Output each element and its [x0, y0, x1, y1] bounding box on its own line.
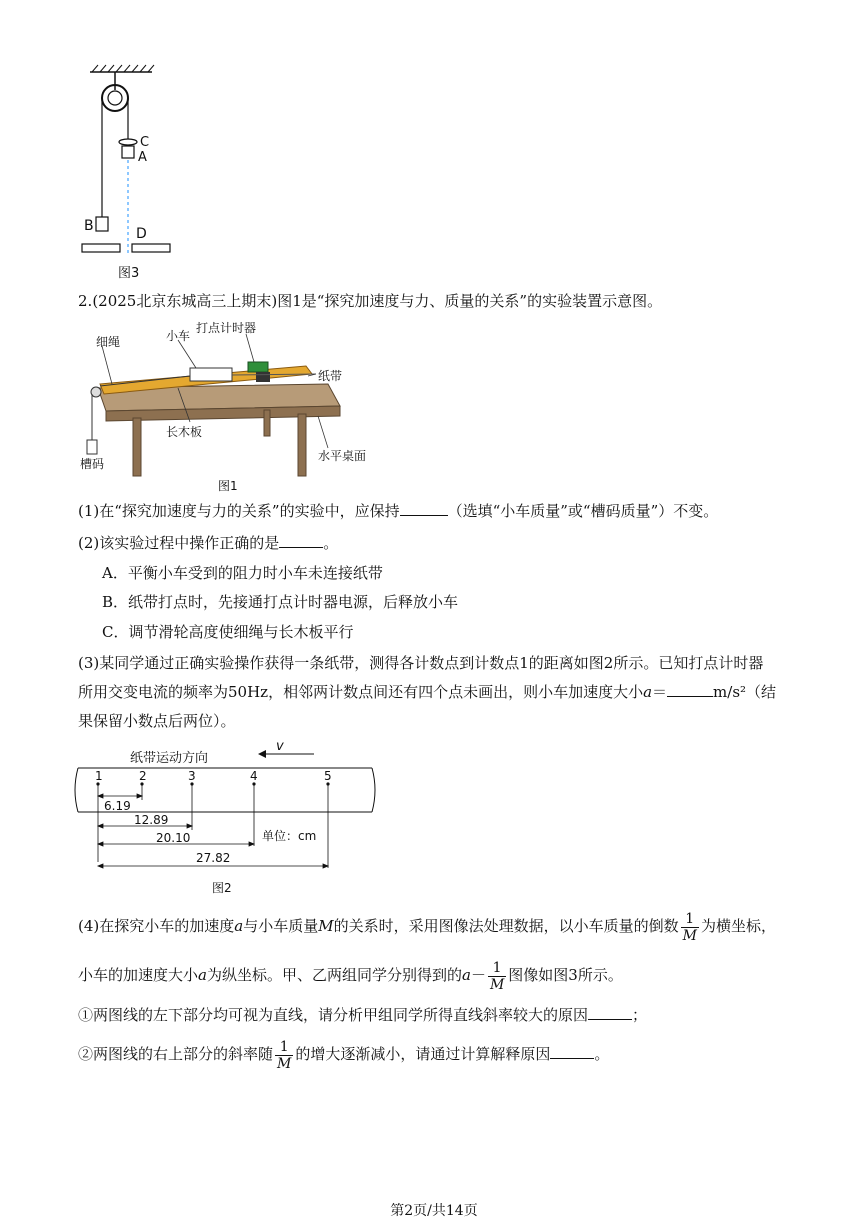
- fig1-label-board: 长木板: [166, 425, 203, 439]
- fraction-denominator: M: [277, 1055, 292, 1072]
- fraction-denominator: M: [682, 927, 697, 944]
- q4-line2-post: 图像如图3所示。: [508, 966, 623, 984]
- fig1-label-timer: 打点计时器: [196, 321, 257, 335]
- q3-unit: m/s²: [713, 683, 747, 701]
- q3-line-1: (3)某同学通过正确实验操作获得一条纸带，测得各计数点到计数点1的距离如图2所示。已知打点计时器: [78, 654, 764, 672]
- subquestion-1: [78, 500, 718, 522]
- fig1-caption: 图1: [218, 479, 238, 493]
- q4-fraction-1: [681, 911, 699, 944]
- fig2-point-3: 3: [188, 769, 196, 783]
- q4-line-2: [78, 957, 623, 993]
- q4-var-a: a: [234, 917, 244, 935]
- q3-text-post: （结: [746, 683, 777, 701]
- q2-answer-blank[interactable]: [279, 532, 323, 548]
- q4-line2-var-a2: a: [461, 966, 471, 984]
- fig2-point-5: 5: [324, 769, 332, 783]
- fig2-v-label: v: [276, 739, 284, 754]
- figure-2-tape: [70, 738, 390, 898]
- q3-var-a: a: [643, 683, 653, 701]
- q2-text-pre: (2)该实验过程中操作正确的是: [78, 534, 280, 552]
- q1-text-pre: (1)在“探究加速度与力的关系”的实验中，应保持: [78, 502, 400, 520]
- q2-option-a: A．平衡小车受到的阻力时小车未连接纸带: [102, 564, 383, 582]
- fig3-caption: 图3: [118, 266, 140, 281]
- fig3-label-d: D: [136, 226, 147, 242]
- fraction-numerator: 1: [275, 1039, 293, 1056]
- fraction-denominator: M: [489, 976, 505, 993]
- q4-text-post: 为横坐标，: [700, 917, 776, 935]
- q4-sub-1: [78, 1004, 647, 1026]
- fig3-label-c: C: [140, 135, 150, 150]
- fig3-label-a: A: [138, 150, 147, 165]
- fig3-label-b: B: [84, 218, 94, 234]
- q4-sub2-end: 。: [594, 1045, 610, 1063]
- question-stem: [78, 290, 662, 312]
- fig2-point-2: 2: [139, 769, 147, 783]
- q4-text-mid: 与小车质量: [243, 917, 319, 935]
- q4-sub2-post: 的增大逐渐减小，请通过计算解释原因: [295, 1045, 551, 1063]
- fig2-point-4: 4: [250, 769, 258, 783]
- q4-sub2-answer-blank[interactable]: [550, 1043, 594, 1059]
- q3-answer-blank[interactable]: [667, 681, 713, 697]
- q4-sub1-post: ；: [632, 1006, 648, 1024]
- fig2-direction-label: 纸带运动方向: [130, 751, 209, 766]
- q4-line2-pre: 小车的加速度大小: [78, 966, 199, 984]
- fig2-distance-1-3: 12.89: [134, 813, 169, 827]
- page-footer: 第2页/共14页: [390, 1203, 478, 1219]
- fig1-label-cart: 小车: [166, 329, 191, 343]
- q4-fraction-3: [275, 1039, 293, 1072]
- question-stem-text: 图1是“探究加速度与力、质量的关系”的实验装置示意图。: [277, 292, 663, 310]
- q3-text-pre: 所用交变电流的频率为50Hz，相邻两计数点间还有四个点未画出，则小车加速度大小: [78, 683, 644, 701]
- question-number: 2.: [78, 292, 93, 310]
- question-source: (2025北京东城高三上期末): [92, 292, 278, 310]
- q4-line2-dash: －: [470, 966, 486, 984]
- fig1-label-weight: 槽码: [80, 457, 105, 471]
- figure-1-apparatus: [78, 318, 388, 498]
- subquestion-2: [78, 532, 338, 554]
- q2-option-c: C．调节滑轮高度使细绳与长木板平行: [102, 623, 354, 641]
- fig1-label-tape: 纸带: [318, 369, 343, 383]
- q4-line-1: [78, 908, 776, 944]
- q3-line-3: 果保留小数点后两位）。: [78, 712, 236, 730]
- fig2-distance-1-2: 6.19: [104, 799, 131, 813]
- fig2-distance-1-5: 27.82: [196, 851, 231, 865]
- q4-sub1-answer-blank[interactable]: [588, 1004, 632, 1020]
- q3-equals: ＝: [652, 683, 668, 701]
- fig1-label-rope: 细绳: [96, 335, 121, 349]
- fig2-point-1: 1: [95, 769, 103, 783]
- q4-text-mid2: 的关系时，采用图像法处理数据，以小车质量的倒数: [333, 917, 679, 935]
- fig2-distance-1-4: 20.10: [156, 831, 191, 845]
- figure-3-pulley: [80, 60, 190, 285]
- q2-option-b: B．纸带打点时，先接通打点计时器电源，后释放小车: [102, 593, 459, 611]
- q4-text-pre: (4)在探究小车的加速度: [78, 917, 235, 935]
- q3-line-2: [78, 681, 776, 703]
- q4-fraction-2: [488, 960, 506, 993]
- fig2-caption: 图2: [212, 881, 232, 895]
- fraction-numerator: 1: [681, 911, 699, 928]
- q4-line2-var-a: a: [198, 966, 207, 984]
- fig2-unit-label: 单位：cm: [262, 829, 317, 843]
- q4-sub2-pre: ②两图线的右上部分的斜率随: [78, 1045, 274, 1063]
- q1-answer-blank[interactable]: [400, 500, 448, 516]
- q4-var-m: M: [318, 917, 334, 935]
- fraction-numerator: 1: [488, 960, 506, 977]
- q4-sub1-text: ①两图线的左下部分均可视为直线，请分析甲组同学所得直线斜率较大的原因: [78, 1006, 589, 1024]
- q2-text-post: 。: [323, 534, 339, 552]
- q4-line2-mid: 为纵坐标。甲、乙两组同学分别得到的: [206, 966, 462, 984]
- fig1-label-table: 水平桌面: [318, 449, 367, 463]
- q4-sub-2: [78, 1036, 609, 1072]
- q1-text-post: （选填“小车质量”或“槽码质量”）不变。: [447, 502, 719, 520]
